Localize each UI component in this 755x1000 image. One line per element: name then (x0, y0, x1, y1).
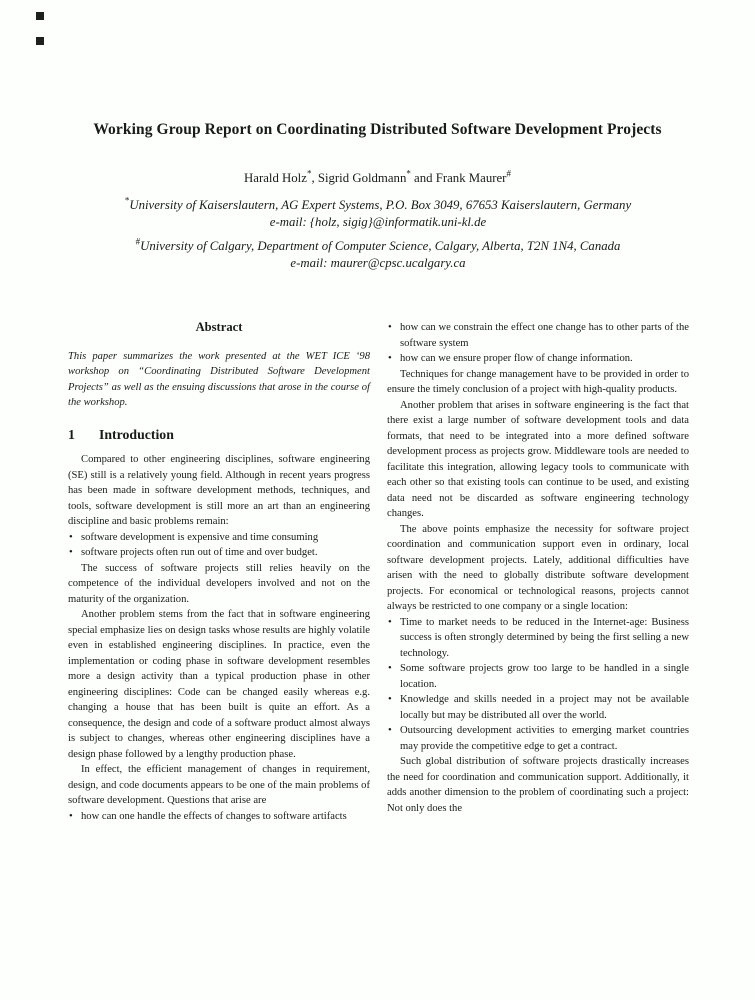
bullet-icon: • (69, 547, 73, 558)
paragraph: The success of software projects still relies heavily on the competence of the individual developers involved and not on the maturity of the organization. (68, 562, 370, 605)
bullet-item (387, 692, 689, 723)
scan-artifact (36, 12, 44, 20)
bullet-icon: • (69, 531, 73, 543)
paragraph: This paper summarizes the work presented at the WET ICE ‘98 workshop on “Coordinating Distributed Software Development Projects” as well as the ensuing discussions that arose in the course of the workshop. (68, 350, 370, 408)
affiliation-text (48, 238, 708, 255)
author-name: Harald Holz (244, 171, 307, 185)
paper-title: Working Group Report on Coordinating Distributed Software Development Projects (93, 121, 662, 138)
bullet-item (387, 615, 689, 662)
bullet-text: Knowledge and skills needed in a project may not be available locally but may be distributed all over the world. (400, 694, 689, 721)
right-column (387, 320, 689, 824)
section-heading (68, 427, 370, 443)
bullet-text: software development is expensive and time consuming (81, 531, 319, 543)
bullet-icon: • (388, 663, 392, 674)
bullet-item (387, 723, 689, 754)
scan-artifact (36, 37, 44, 45)
bullet-icon: • (388, 353, 392, 364)
paragraph: In effect, the efficient management of changes in requirement, design, and code documents appears to be one of the main problems of software development. Questions that arise are (68, 764, 370, 806)
bullet-text: software projects often run out of time and over budget. (81, 547, 318, 558)
bullet-icon: • (388, 322, 392, 333)
bullet-item (387, 351, 689, 367)
abstract-heading: Abstract (195, 320, 243, 334)
affiliations (48, 197, 708, 279)
bullet-text: Time to market needs to be reduced in the Internet-age: Business success is often strongly determined by being the first selling a new technology. (400, 616, 689, 659)
paragraph: Another problem that arises in software engineering is the fact that there exist a large number of software development tools and data formats, that need to be integrated into a more defined software development process as projects grow. Middleware tools are needed to facilitate this integration, allowing legacy tools to communicate with each other so that existing tools can continue to be used, and existing data need not be discarded as software engineering technology changes. (387, 399, 689, 519)
section-number: 1 (68, 426, 75, 442)
bullet-icon: • (388, 694, 392, 705)
bullet-item (68, 809, 370, 825)
author-affiliation-mark: * (306, 168, 312, 179)
affiliation-block (48, 238, 708, 272)
author-name: and Frank Maurer (410, 171, 507, 185)
bullet-item (387, 661, 689, 692)
affiliation-block (48, 197, 708, 231)
bullet-item (68, 545, 370, 561)
bullet-item (68, 530, 370, 546)
author-name: , Sigrid Goldmann (311, 171, 407, 185)
authors-line (0, 168, 755, 186)
paragraph: Techniques for change management have to be provided in order to ensure the timely conclusion of a project with high-quality products. (387, 368, 689, 395)
author-affiliation-mark: # (506, 168, 511, 179)
paragraph: Such global distribution of software projects drastically increases the need for coordination and communication support. Additionally, it adds another dimension to the problem of coordinating such a project: Not only does the (387, 756, 689, 814)
affiliation-email: e-mail: {holz, sigig}@informatik.uni-kl.de (269, 215, 487, 229)
bullet-text: Outsourcing development activities to emerging market countries may provide the competitive edge to get a contract. (400, 725, 689, 752)
affiliation-name: University of Kaiserslautern, AG Expert Systems, P.O. Box 3049, 67653 Kaiserslautern, Germany (129, 198, 632, 212)
affiliation-name: University of Calgary, Department of Computer Science, Calgary, Alberta, T2N 1N4, Canada (140, 239, 621, 253)
author-affiliation-mark: * (406, 168, 411, 179)
bullet-text: how can we ensure proper flow of change information. (400, 353, 633, 364)
bullet-text: how can one handle the effects of changes to software artifacts (81, 810, 347, 822)
section-title: Introduction (99, 426, 174, 442)
paragraph: Compared to other engineering disciplines, software engineering (SE) still is a relatively young field. Although in recent years progress has been made in software development methods, techniques, and tools, software development is still more an art than an engineering discipline and basic problems remain: (68, 454, 370, 527)
bullet-text: Some software projects grow too large to be handled in a single location. (400, 663, 689, 690)
paragraph: Another problem stems from the fact that in software engineering special emphasize lies on design tasks whose results are highly volatile even in established engineering disciplines. In practice, even the implementation or coding phase in software development resembles more a design activity than a typical production phase in other engineering disciplines: Code can be changed easily whereas e.g. changing a house that has been built is quite an effort. As a consequence, the design and code of a software product almost always is subject to changes, whereas other engineering disciplines have a design phase followed by a lengthy production phase. (68, 609, 370, 760)
affiliation-text (48, 197, 708, 214)
bullet-icon: • (69, 810, 73, 822)
affiliation-email: e-mail: maurer@cpsc.ucalgary.ca (290, 256, 466, 270)
bullet-icon: • (388, 616, 392, 628)
left-column (68, 320, 370, 824)
affiliation-mark: * (124, 195, 130, 206)
affiliation-mark: # (135, 236, 141, 247)
bullet-item (387, 320, 689, 351)
bullet-icon: • (388, 725, 392, 736)
bullet-text: how can we constrain the effect one change has to other parts of the software system (400, 322, 689, 349)
two-column-body (68, 320, 689, 824)
paragraph: The above points emphasize the necessity for software project coordination and communication support even in ordinary, local software development projects. Lately, additional difficulties have arisen with the need to globally distribute software development projects. For economical or technological reasons, projects cannot always be restricted to one company or a single location: (387, 523, 689, 612)
